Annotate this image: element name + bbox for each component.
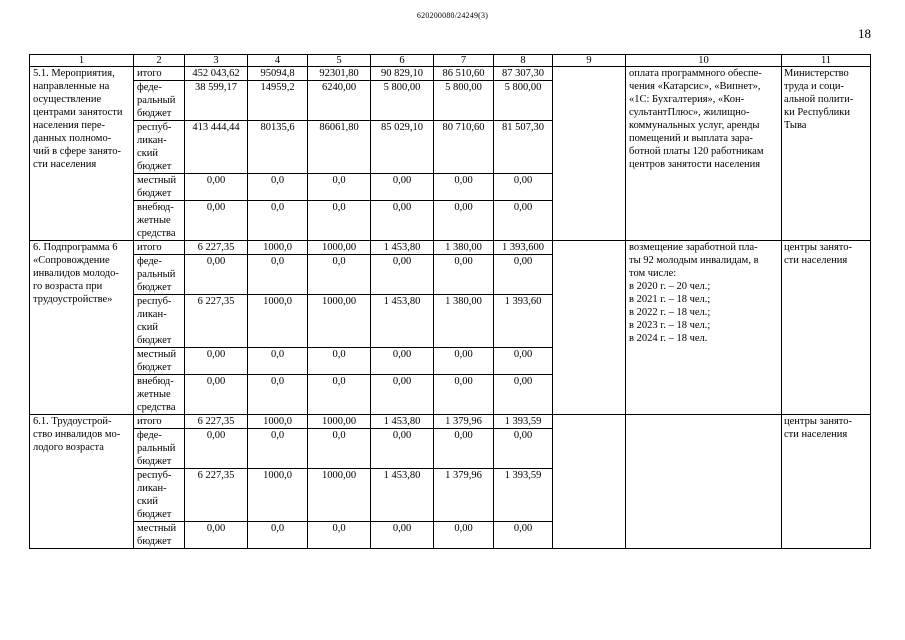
amount-cell: 0,00 bbox=[185, 429, 248, 469]
funding-source bbox=[134, 201, 185, 241]
expected-results bbox=[626, 241, 782, 415]
amount-cell: 0,00 bbox=[185, 522, 248, 549]
measure-name bbox=[30, 67, 134, 241]
amount-cell: 5 800,00 bbox=[371, 81, 434, 121]
expected-results-line: ты 92 молодым инвалидам, в bbox=[629, 255, 759, 266]
amount-cell: 0,00 bbox=[185, 348, 248, 375]
funding-source-line: итого bbox=[137, 68, 162, 79]
expected-results-line: в 2022 г. – 18 чел.; bbox=[629, 307, 711, 318]
amount-cell: 0,0 bbox=[308, 255, 371, 295]
expected-results-line: чения «Катарсис», «Випнет», bbox=[629, 81, 761, 92]
column-number-10: 10 bbox=[626, 55, 782, 67]
amount-cell: 5 800,00 bbox=[494, 81, 553, 121]
amount-cell: 1 393,59 bbox=[494, 469, 553, 522]
amount-cell: 6240,00 bbox=[308, 81, 371, 121]
expected-results-line: помещений и выплата зара- bbox=[629, 133, 753, 144]
amount-cell: 0,0 bbox=[308, 522, 371, 549]
responsible-executor bbox=[782, 241, 871, 415]
funding-source-line: ский bbox=[137, 496, 158, 507]
funding-source-line: местный bbox=[137, 349, 177, 360]
amount-cell: 0,0 bbox=[248, 201, 308, 241]
measure-name-line: го возраста при bbox=[33, 281, 103, 292]
column-number-11: 11 bbox=[782, 55, 871, 67]
funding-source-line: ральный bbox=[137, 95, 176, 106]
expected-results-line: коммунальных услуг, аренды bbox=[629, 120, 760, 131]
funding-source-line: местный bbox=[137, 175, 177, 186]
responsible-executor bbox=[782, 67, 871, 241]
header-row bbox=[30, 55, 871, 67]
amount-cell: 1000,00 bbox=[308, 241, 371, 255]
funding-source-line: феде- bbox=[137, 430, 162, 441]
amount-cell: 86061,80 bbox=[308, 121, 371, 174]
column-number-6: 6 bbox=[371, 55, 434, 67]
measure-name-line: сти населения bbox=[33, 159, 97, 170]
funding-source bbox=[134, 348, 185, 375]
funding-source bbox=[134, 241, 185, 255]
amount-cell: 1000,00 bbox=[308, 295, 371, 348]
amount-cell: 0,00 bbox=[185, 375, 248, 415]
funding-source-line: ликан- bbox=[137, 135, 167, 146]
responsible-executor-line: сти населения bbox=[784, 429, 848, 440]
amount-cell: 6 227,35 bbox=[185, 241, 248, 255]
expected-results-line: «1С: Бухгалтерия», «Кон- bbox=[629, 94, 745, 105]
amount-cell: 92301,80 bbox=[308, 67, 371, 81]
funding-source-line: средства bbox=[137, 402, 176, 413]
measure-name-line: чий в сфере занято- bbox=[33, 146, 121, 157]
responsible-executor-line: центры занято- bbox=[784, 416, 852, 427]
responsible-executor-line: Министерство bbox=[784, 68, 849, 79]
amount-cell: 0,0 bbox=[248, 348, 308, 375]
expected-results bbox=[626, 67, 782, 241]
responsible-executor bbox=[782, 415, 871, 549]
expected-results-line: центров занятости населения bbox=[629, 159, 761, 170]
amount-cell: 6 227,35 bbox=[185, 469, 248, 522]
measure-name-line: ство инвалидов мо- bbox=[33, 429, 121, 440]
funding-source-line: ликан- bbox=[137, 309, 167, 320]
funding-source bbox=[134, 375, 185, 415]
amount-cell: 14959,2 bbox=[248, 81, 308, 121]
amount-cell: 5 800,00 bbox=[434, 81, 494, 121]
amount-cell: 81 507,30 bbox=[494, 121, 553, 174]
amount-cell: 6 227,35 bbox=[185, 415, 248, 429]
funding-source-line: бюджет bbox=[137, 282, 172, 293]
amount-cell: 6 227,35 bbox=[185, 295, 248, 348]
amount-cell: 1 379,96 bbox=[434, 469, 494, 522]
expected-results-line: в 2023 г. – 18 чел.; bbox=[629, 320, 711, 331]
amount-cell: 80135,6 bbox=[248, 121, 308, 174]
amount-cell: 0,00 bbox=[434, 174, 494, 201]
amount-cell: 1000,0 bbox=[248, 241, 308, 255]
funding-source-line: внебюд- bbox=[137, 202, 174, 213]
funding-source-line: итого bbox=[137, 242, 162, 253]
column-number-2: 2 bbox=[134, 55, 185, 67]
amount-cell: 1 393,60 bbox=[494, 295, 553, 348]
amount-cell: 0,00 bbox=[434, 429, 494, 469]
funding-source bbox=[134, 429, 185, 469]
amount-cell: 1 393,59 bbox=[494, 415, 553, 429]
funding-source-line: жетные bbox=[137, 215, 171, 226]
table-row bbox=[30, 67, 871, 81]
amount-cell: 1000,0 bbox=[248, 295, 308, 348]
measure-name-line: «Сопровождение bbox=[33, 255, 110, 266]
amount-cell: 0,00 bbox=[494, 255, 553, 295]
measure-name-line: направленные на bbox=[33, 81, 110, 92]
funding-source bbox=[134, 174, 185, 201]
column-number-4: 4 bbox=[248, 55, 308, 67]
responsible-executor-line: альной полити- bbox=[784, 94, 854, 105]
funding-source-line: итого bbox=[137, 416, 162, 427]
responsible-executor-line: сти населения bbox=[784, 255, 848, 266]
funding-source bbox=[134, 255, 185, 295]
table-row bbox=[30, 241, 871, 255]
funding-source-line: средства bbox=[137, 228, 176, 239]
amount-cell: 0,00 bbox=[185, 174, 248, 201]
amount-cell: 0,0 bbox=[308, 429, 371, 469]
column-9-cell bbox=[553, 241, 626, 415]
responsible-executor-line: центры занято- bbox=[784, 242, 852, 253]
amount-cell: 0,0 bbox=[248, 375, 308, 415]
funding-source-line: феде- bbox=[137, 256, 162, 267]
measure-name-line: населения пере- bbox=[33, 120, 106, 131]
amount-cell: 0,00 bbox=[494, 201, 553, 241]
funding-source-line: бюджет bbox=[137, 509, 172, 520]
funding-source bbox=[134, 81, 185, 121]
amount-cell: 1000,0 bbox=[248, 415, 308, 429]
funding-source-line: внебюд- bbox=[137, 376, 174, 387]
amount-cell: 0,00 bbox=[434, 375, 494, 415]
table-row bbox=[30, 415, 871, 429]
responsible-executor-line: ки Республики bbox=[784, 107, 851, 118]
measure-name-line: 6.1. Трудоустрой- bbox=[33, 416, 112, 427]
funding-source-line: феде- bbox=[137, 82, 162, 93]
expected-results-line: в 2020 г. – 20 чел.; bbox=[629, 281, 711, 292]
amount-cell: 0,00 bbox=[371, 348, 434, 375]
measure-name-line: 6. Подпрограмма 6 bbox=[33, 242, 118, 253]
measure-name-line: трудоустройстве» bbox=[33, 294, 113, 305]
amount-cell: 87 307,30 bbox=[494, 67, 553, 81]
amount-cell: 0,00 bbox=[371, 375, 434, 415]
amount-cell: 0,00 bbox=[371, 522, 434, 549]
measure-name bbox=[30, 415, 134, 549]
amount-cell: 413 444,44 bbox=[185, 121, 248, 174]
funding-source bbox=[134, 415, 185, 429]
expected-results-line: в 2021 г. – 18 чел.; bbox=[629, 294, 711, 305]
measure-name-line: 5.1. Мероприятия, bbox=[33, 68, 115, 79]
amount-cell: 86 510,60 bbox=[434, 67, 494, 81]
amount-cell: 1 380,00 bbox=[434, 241, 494, 255]
funding-source bbox=[134, 295, 185, 348]
measure-name-line: центрами занятости bbox=[33, 107, 123, 118]
responsible-executor-line: Тыва bbox=[784, 120, 807, 131]
expected-results-line: оплата программного обеспе- bbox=[629, 68, 762, 79]
funding-source-line: респуб- bbox=[137, 122, 172, 133]
amount-cell: 90 829,10 bbox=[371, 67, 434, 81]
funding-source-line: респуб- bbox=[137, 296, 172, 307]
amount-cell: 0,0 bbox=[248, 429, 308, 469]
budget-table bbox=[29, 54, 871, 549]
column-number-9: 9 bbox=[553, 55, 626, 67]
funding-source-line: ский bbox=[137, 148, 158, 159]
amount-cell: 0,0 bbox=[308, 375, 371, 415]
amount-cell: 0,00 bbox=[371, 174, 434, 201]
amount-cell: 0,00 bbox=[494, 348, 553, 375]
amount-cell: 0,00 bbox=[494, 174, 553, 201]
page-number: 18 bbox=[858, 26, 871, 41]
funding-source bbox=[134, 67, 185, 81]
amount-cell: 1000,00 bbox=[308, 469, 371, 522]
funding-source-line: бюджет bbox=[137, 161, 172, 172]
amount-cell: 1 393,600 bbox=[494, 241, 553, 255]
funding-source-line: бюджет bbox=[137, 536, 172, 547]
expected-results-line: ботной платы 120 работникам bbox=[629, 146, 764, 157]
amount-cell: 1 453,80 bbox=[371, 295, 434, 348]
amount-cell: 1 453,80 bbox=[371, 469, 434, 522]
amount-cell: 0,0 bbox=[308, 201, 371, 241]
amount-cell: 95094,8 bbox=[248, 67, 308, 81]
amount-cell: 0,0 bbox=[248, 174, 308, 201]
funding-source bbox=[134, 121, 185, 174]
amount-cell: 0,00 bbox=[371, 429, 434, 469]
funding-source-line: бюджет bbox=[137, 108, 172, 119]
amount-cell: 0,00 bbox=[494, 522, 553, 549]
amount-cell: 0,0 bbox=[308, 348, 371, 375]
amount-cell: 0,00 bbox=[371, 201, 434, 241]
funding-source-line: бюджет bbox=[137, 362, 172, 373]
column-9-cell bbox=[553, 67, 626, 241]
funding-source-line: бюджет bbox=[137, 456, 172, 467]
measure-name-line: инвалидов молодо- bbox=[33, 268, 119, 279]
funding-source bbox=[134, 522, 185, 549]
funding-source-line: ликан- bbox=[137, 483, 167, 494]
amount-cell: 1 453,80 bbox=[371, 415, 434, 429]
amount-cell: 1000,0 bbox=[248, 469, 308, 522]
column-number-1: 1 bbox=[30, 55, 134, 67]
amount-cell: 0,00 bbox=[434, 348, 494, 375]
amount-cell: 0,0 bbox=[248, 255, 308, 295]
column-number-5: 5 bbox=[308, 55, 371, 67]
expected-results bbox=[626, 415, 782, 549]
amount-cell: 0,00 bbox=[494, 375, 553, 415]
funding-source bbox=[134, 469, 185, 522]
funding-source-line: бюджет bbox=[137, 188, 172, 199]
expected-results-line: том числе: bbox=[629, 268, 677, 279]
column-number-8: 8 bbox=[494, 55, 553, 67]
measure-name-line: лодого возраста bbox=[33, 442, 104, 453]
amount-cell: 80 710,60 bbox=[434, 121, 494, 174]
column-9-cell bbox=[553, 415, 626, 549]
amount-cell: 1 380,00 bbox=[434, 295, 494, 348]
funding-source-line: местный bbox=[137, 523, 177, 534]
amount-cell: 0,00 bbox=[185, 255, 248, 295]
amount-cell: 1 453,80 bbox=[371, 241, 434, 255]
amount-cell: 85 029,10 bbox=[371, 121, 434, 174]
responsible-executor-line: труда и соци- bbox=[784, 81, 844, 92]
measure-name bbox=[30, 241, 134, 415]
column-number-3: 3 bbox=[185, 55, 248, 67]
amount-cell: 1 379,96 bbox=[434, 415, 494, 429]
amount-cell: 452 043,62 bbox=[185, 67, 248, 81]
amount-cell: 0,00 bbox=[434, 522, 494, 549]
funding-source-line: жетные bbox=[137, 389, 171, 400]
amount-cell: 0,0 bbox=[308, 174, 371, 201]
funding-source-line: респуб- bbox=[137, 470, 172, 481]
column-number-7: 7 bbox=[434, 55, 494, 67]
expected-results-line: сультантПлюс», жилищно- bbox=[629, 107, 750, 118]
measure-name-line: данных полномо- bbox=[33, 133, 112, 144]
amount-cell: 38 599,17 bbox=[185, 81, 248, 121]
amount-cell: 0,00 bbox=[371, 255, 434, 295]
funding-source-line: ральный bbox=[137, 269, 176, 280]
amount-cell: 0,00 bbox=[494, 429, 553, 469]
amount-cell: 0,00 bbox=[434, 255, 494, 295]
funding-source-line: бюджет bbox=[137, 335, 172, 346]
expected-results-line: в 2024 г. – 18 чел. bbox=[629, 333, 708, 344]
document-id: 620200080/24249(3) bbox=[416, 11, 489, 20]
expected-results-line: возмещение заработной пла- bbox=[629, 242, 758, 253]
amount-cell: 1000,00 bbox=[308, 415, 371, 429]
amount-cell: 0,0 bbox=[248, 522, 308, 549]
amount-cell: 0,00 bbox=[434, 201, 494, 241]
amount-cell: 0,00 bbox=[185, 201, 248, 241]
funding-source-line: ральный bbox=[137, 443, 176, 454]
funding-source-line: ский bbox=[137, 322, 158, 333]
measure-name-line: осуществление bbox=[33, 94, 102, 105]
